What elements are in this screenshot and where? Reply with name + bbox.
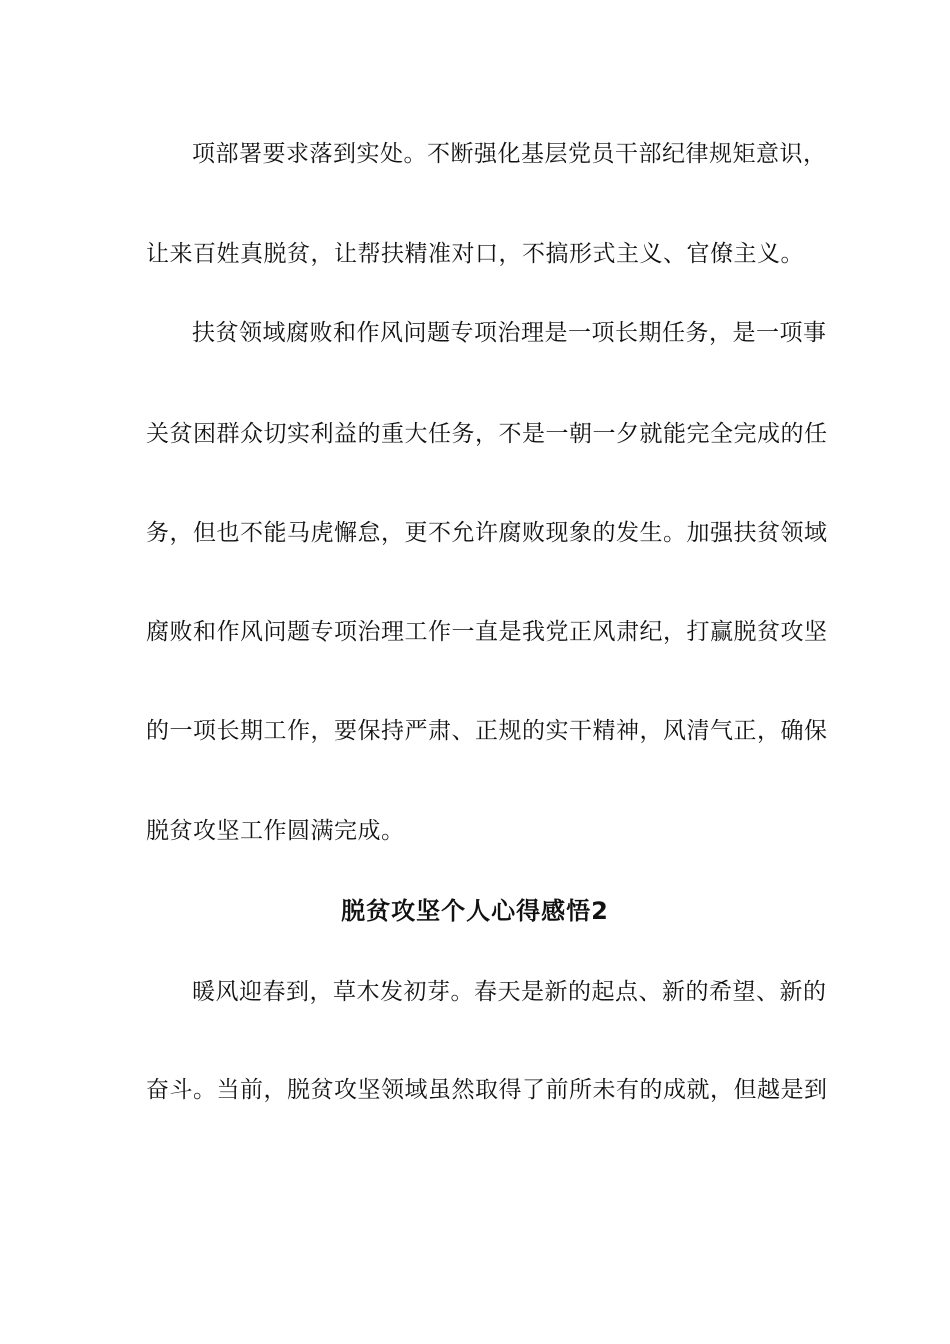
paragraph-2-line-6: 脱贫攻坚工作圆满完成。 [146, 818, 405, 844]
paragraph-2-line-3: 务，但也不能马虎懈怠，更不允许腐败现象的发生。加强扶贫领域 [146, 520, 828, 546]
section-heading: 脱贫攻坚个人心得感悟2 [341, 897, 609, 925]
paragraph-3-line-2: 奋斗。当前，脱贫攻坚领域虽然取得了前所未有的成就，但越是到 [146, 1077, 828, 1103]
paragraph-2-line-5: 的一项长期工作，要保持严肃、正规的实干精神，风清气正，确保 [146, 718, 828, 744]
paragraph-1-line-2: 让来百姓真脱贫，让帮扶精准对口，不搞形式主义、官僚主义。 [146, 241, 804, 267]
paragraph-2-line-2: 关贫困群众切实利益的重大任务，不是一朝一夕就能完全完成的任 [146, 421, 828, 447]
paragraph-2-line-4: 腐败和作风问题专项治理工作一直是我党正风肃纪，打赢脱贫攻坚 [146, 619, 828, 645]
paragraph-2-line-1: 扶贫领域腐败和作风问题专项治理是一项长期任务，是一项事 [192, 320, 827, 346]
paragraph-3-line-1: 暖风迎春到，草木发初芽。春天是新的起点、新的希望、新的 [192, 979, 827, 1005]
paragraph-1-line-1: 项部署要求落到实处。不断强化基层党员干部纪律规矩意识， [192, 141, 827, 167]
